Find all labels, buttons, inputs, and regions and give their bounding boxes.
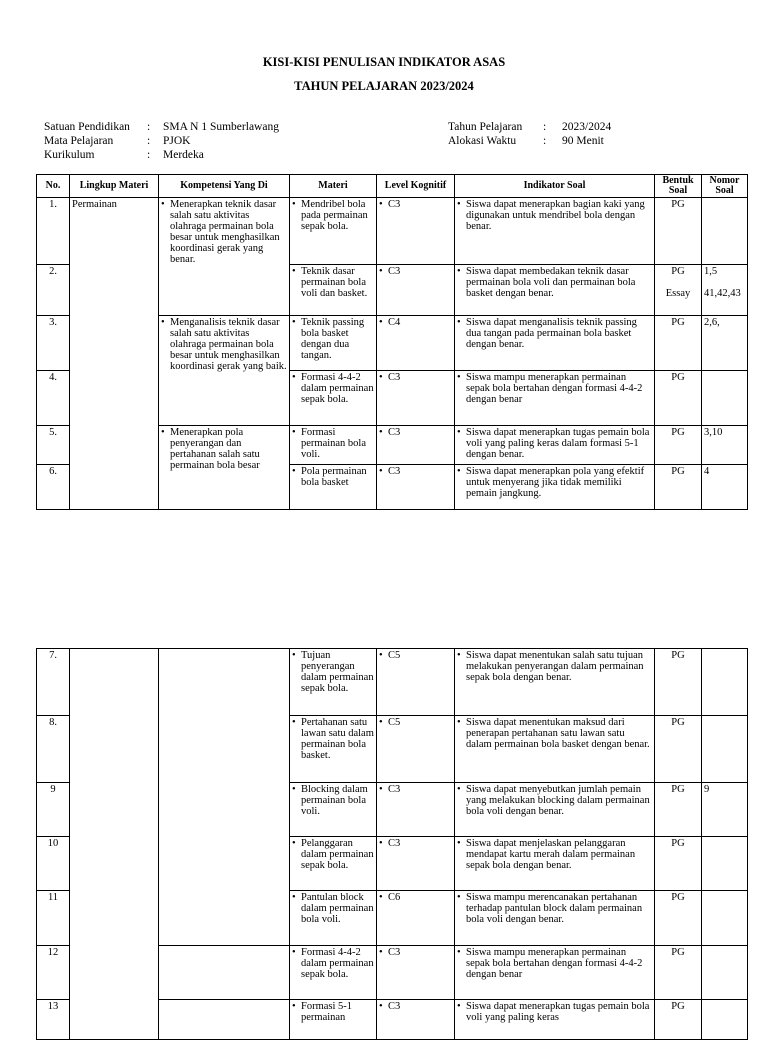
nomor-cell: 3,10: [702, 426, 748, 465]
row-no: 5.: [37, 426, 70, 465]
indicator-table-1: [36, 174, 748, 510]
nomor-cell: [702, 891, 748, 946]
row-no: 10: [37, 837, 70, 891]
indikator-cell: • Siswa dapat menerapkan tugas pemain bola voli yang paling keras: [455, 1000, 655, 1040]
table-row: [37, 198, 748, 265]
materi-cell: • Pola permainan bola basket: [290, 465, 377, 510]
kompetensi-cell: • Menerapkan pola penyerangan dan pertahanan salah satu permainan bola besar: [159, 426, 290, 510]
tahun-value: 2023/2024: [562, 121, 612, 133]
info-right: [446, 119, 613, 149]
indikator-cell: • Siswa dapat menerapkan pola yang efektif untuk menyerang jika tidak memiliki pemain jangkung.: [455, 465, 655, 510]
indikator-cell: • Siswa mampu menerapkan permainan sepak bola bertahan dengan formasi 4-4-2 dengan benar: [455, 946, 655, 1000]
bentuk-cell: PG: [655, 1000, 702, 1040]
nomor-cell: [702, 1000, 748, 1040]
level-cell: • C3: [377, 783, 455, 837]
bullet-icon: •: [161, 199, 165, 210]
tahun-label: Tahun Pelajaran: [448, 121, 523, 133]
bentuk-cell: PG: [655, 783, 702, 837]
lingkup-cell: Permainan: [70, 198, 159, 510]
nomor-cell: [702, 198, 748, 265]
materi-cell: • Pertahanan satu lawan satu dalam permainan bola basket.: [290, 716, 377, 783]
satuan-label: Satuan Pendidikan: [44, 121, 130, 133]
indikator-cell: • Siswa dapat menganalisis teknik passing dua tangan pada permainan bola basket dengan benar.: [455, 316, 655, 371]
level-cell: • C3: [377, 1000, 455, 1040]
nomor-cell: [702, 371, 748, 426]
nomor-cell: 2,6,: [702, 316, 748, 371]
row-no: 13: [37, 1000, 70, 1040]
kompetensi-cell: [159, 946, 290, 1000]
level-cell: • C4: [377, 316, 455, 371]
level-cell: • C3: [377, 426, 455, 465]
bentuk-cell: PG: [655, 716, 702, 783]
indikator-cell: • Siswa dapat menentukan maksud dari penerapan pertahanan satu lawan satu dalam permainan bola basket dengan benar.: [455, 716, 655, 783]
level-cell: • C5: [377, 716, 455, 783]
materi-cell: • Pelanggaran dalam permainan sepak bola.: [290, 837, 377, 891]
nomor-cell: [702, 946, 748, 1000]
row-no: 6.: [37, 465, 70, 510]
bullet-icon: •: [161, 317, 165, 328]
kompetensi-cell: • Menerapkan teknik dasar salah satu aktivitas olahraga permainan bola besar untuk menghasilkan koordinasi gerak yang benar.: [159, 198, 290, 316]
kurikulum-label: Kurikulum: [44, 149, 95, 161]
row-no: 1.: [37, 198, 70, 265]
materi-cell: • Formasi 5-1 permainan: [290, 1000, 377, 1040]
level-cell: • C3: [377, 946, 455, 1000]
lingkup-cell: [70, 649, 159, 1040]
indikator-cell: • Siswa dapat menyebutkan jumlah pemain yang melakukan blocking dalam permainan bola voli dengan benar.: [455, 783, 655, 837]
alokasi-value: 90 Menit: [562, 135, 604, 147]
header-bentuk: Bentuk Soal: [655, 175, 702, 198]
separator: :: [147, 121, 151, 133]
materi-cell: • Mendribel bola pada permainan sepak bola.: [290, 198, 377, 265]
document-title: KISI-KISI PENULISAN INDIKATOR ASAS: [262, 55, 506, 69]
bentuk-cell: PG: [655, 371, 702, 426]
nomor-cell: 1,5 41,42,43: [702, 265, 748, 316]
row-no: 12: [37, 946, 70, 1000]
kompetensi-cell: [159, 649, 290, 946]
row-no: 4.: [37, 371, 70, 426]
kurikulum-value: Merdeka: [163, 149, 204, 161]
separator: :: [543, 135, 547, 147]
bullet-icon: •: [161, 427, 165, 438]
kompetensi-cell: • Menganalisis teknik dasar salah satu aktivitas olahraga permainan bola besar untuk menghasilkan koordinasi gerak yang baik.: [159, 316, 290, 426]
indikator-cell: • Siswa mampu menerapkan permainan sepak bola bertahan dengan formasi 4-4-2 dengan benar: [455, 371, 655, 426]
indikator-cell: • Siswa dapat menerapkan bagian kaki yang digunakan untuk mendribel bola dengan benar.: [455, 198, 655, 265]
satuan-value: SMA N 1 Sumberlawang: [163, 121, 279, 133]
document-subtitle: TAHUN PELAJARAN 2023/2024: [294, 79, 474, 93]
nomor-cell: 9: [702, 783, 748, 837]
nomor-cell: [702, 716, 748, 783]
materi-cell: • Teknik dasar permainan bola voli dan basket.: [290, 265, 377, 316]
table-row: [37, 649, 748, 716]
bentuk-cell: PG Essay: [655, 265, 702, 316]
row-no: 3.: [37, 316, 70, 371]
nomor-cell: 4: [702, 465, 748, 510]
header-kompetensi: Kompetensi Yang Di: [159, 175, 290, 198]
header-no: No.: [37, 175, 70, 198]
kompetensi-cell: [159, 1000, 290, 1040]
level-cell: • C3: [377, 198, 455, 265]
alokasi-label: Alokasi Waktu: [448, 135, 517, 147]
materi-cell: • Formasi 4-4-2 dalam permainan sepak bola.: [290, 371, 377, 426]
info-left: [42, 119, 281, 163]
bentuk-cell: PG: [655, 649, 702, 716]
separator: :: [147, 149, 151, 161]
nomor-cell: [702, 837, 748, 891]
row-no: 11: [37, 891, 70, 946]
bentuk-cell: PG: [655, 891, 702, 946]
bentuk-cell: PG: [655, 946, 702, 1000]
row-no: 9: [37, 783, 70, 837]
bentuk-cell: PG: [655, 465, 702, 510]
materi-cell: • Formasi permainan bola voli.: [290, 426, 377, 465]
indikator-cell: • Siswa dapat menjelaskan pelanggaran mendapat kartu merah dalam permainan sepak bola dengan benar.: [455, 837, 655, 891]
row-no: 8.: [37, 716, 70, 783]
materi-cell: • Pantulan block dalam permainan bola voli.: [290, 891, 377, 946]
level-cell: • C5: [377, 649, 455, 716]
level-cell: • C3: [377, 265, 455, 316]
bentuk-cell: PG: [655, 316, 702, 371]
nomor-cell: [702, 649, 748, 716]
bentuk-cell: PG: [655, 837, 702, 891]
indikator-cell: • Siswa mampu merencanakan pertahanan terhadap pantulan block dalam permainan bola voli dengan benar.: [455, 891, 655, 946]
header-indikator: Indikator Soal: [455, 175, 655, 198]
separator: :: [147, 135, 151, 147]
header-nomor: Nomor Soal: [702, 175, 748, 198]
bentuk-cell: PG: [655, 426, 702, 465]
mapel-value: PJOK: [163, 135, 191, 147]
indicator-table-2: [36, 648, 748, 1040]
separator: :: [543, 121, 547, 133]
indikator-cell: • Siswa dapat menentukan salah satu tujuan melakukan penyerangan dalam permainan sepak bola dengan benar.: [455, 649, 655, 716]
level-cell: • C3: [377, 837, 455, 891]
header-materi: Materi: [290, 175, 377, 198]
level-cell: • C3: [377, 371, 455, 426]
header-lingkup: Lingkup Materi: [70, 175, 159, 198]
materi-cell: • Tujuan penyerangan dalam permainan sepak bola.: [290, 649, 377, 716]
header-level: Level Kognitif: [377, 175, 455, 198]
indikator-cell: • Siswa dapat membedakan teknik dasar permainan bola voli dan permainan bola basket dengan benar.: [455, 265, 655, 316]
materi-cell: • Blocking dalam permainan bola voli.: [290, 783, 377, 837]
table-header-row: [37, 175, 748, 198]
materi-cell: • Formasi 4-4-2 dalam permainan sepak bola.: [290, 946, 377, 1000]
materi-cell: • Teknik passing bola basket dengan dua tangan.: [290, 316, 377, 371]
row-no: 2.: [37, 265, 70, 316]
level-cell: • C6: [377, 891, 455, 946]
row-no: 7.: [37, 649, 70, 716]
level-cell: • C3: [377, 465, 455, 510]
bentuk-cell: PG: [655, 198, 702, 265]
indikator-cell: • Siswa dapat menerapkan tugas pemain bola voli yang paling keras dalam formasi 5-1 dengan benar.: [455, 426, 655, 465]
mapel-label: Mata Pelajaran: [44, 135, 114, 147]
